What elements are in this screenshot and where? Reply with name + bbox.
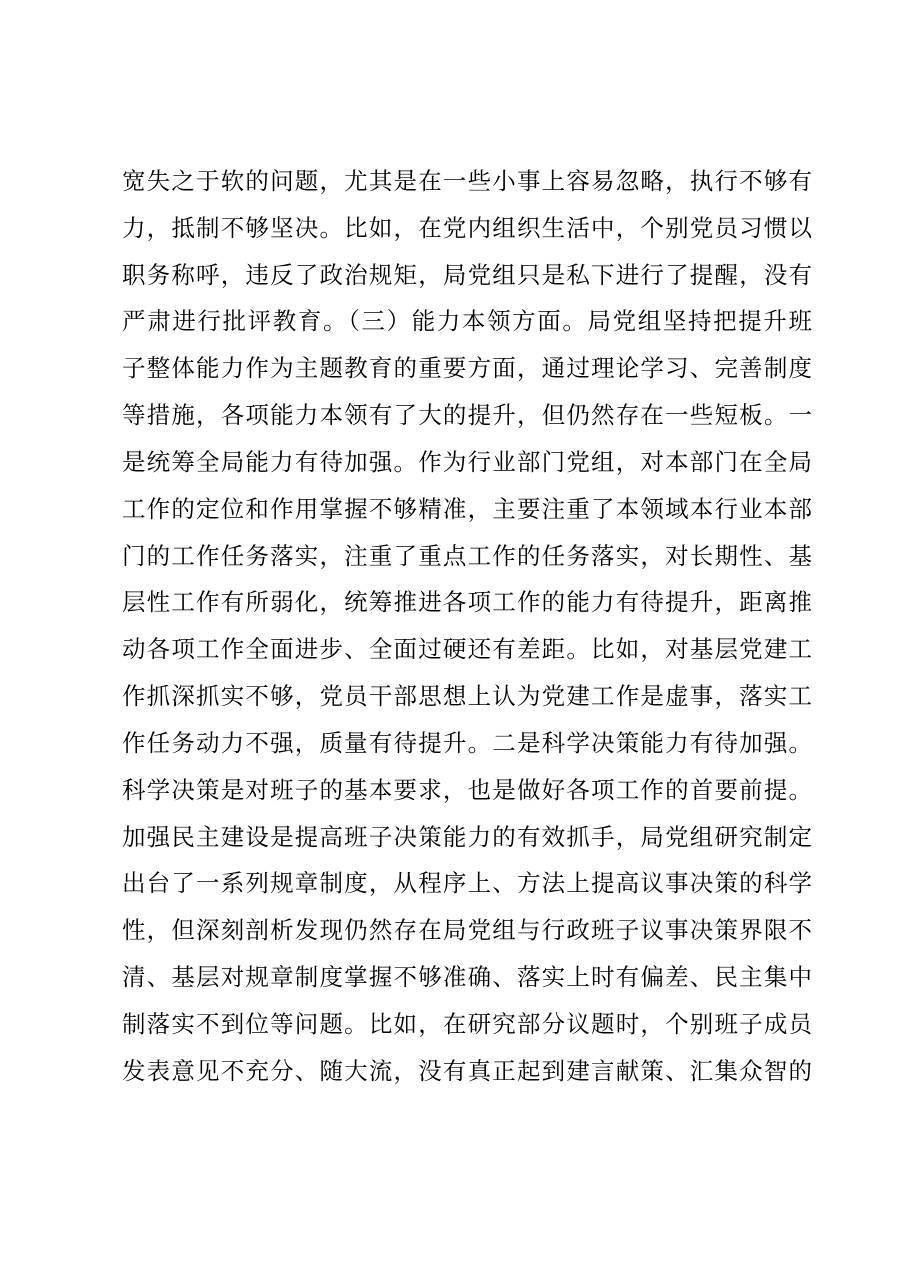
text-line: 职务称呼，违反了政治规矩，局党组只是私下进行了提醒，没有 xyxy=(122,260,812,289)
text-line: 力，抵制不够坚决。比如，在党内组织生活中，个别党员习惯以 xyxy=(122,213,812,242)
text-line: 清、基层对规章制度掌握不够准确、落实上时有偏差、民主集中 xyxy=(122,963,812,992)
text-line: 子整体能力作为主题教育的重要方面，通过理论学习、完善制度 xyxy=(122,354,812,383)
text-line: 动各项工作全面进步、全面过硬还有差距。比如，对基层党建工 xyxy=(122,635,812,664)
text-line: 制落实不到位等问题。比如，在研究部分议题时，个别班子成员 xyxy=(122,1009,812,1038)
text-line: 发表意见不充分、随大流，没有真正起到建言献策、汇集众智的 xyxy=(122,1056,812,1085)
body-text xyxy=(122,158,812,1095)
text-line: 作抓深抓实不够，党员干部思想上认为党建工作是虚事，落实工 xyxy=(122,682,812,711)
text-line: 加强民主建设是提高班子决策能力的有效抓手，局党组研究制定 xyxy=(122,822,812,851)
text-line: 严肃进行批评教育。（三）能力本领方面。局党组坚持把提升班 xyxy=(122,307,812,336)
text-line: 科学决策是对班子的基本要求，也是做好各项工作的首要前提。 xyxy=(122,775,812,804)
text-line: 出台了一系列规章制度，从程序上、方法上提高议事决策的科学 xyxy=(122,869,812,898)
text-line: 层性工作有所弱化，统筹推进各项工作的能力有待提升，距离推 xyxy=(122,588,812,617)
text-line: 是统筹全局能力有待加强。作为行业部门党组，对本部门在全局 xyxy=(122,447,812,476)
text-line: 等措施，各项能力本领有了大的提升，但仍然存在一些短板。一 xyxy=(122,401,812,430)
text-line: 门的工作任务落实，注重了重点工作的任务落实，对长期性、基 xyxy=(122,541,812,570)
text-line: 作任务动力不强，质量有待提升。二是科学决策能力有待加强。 xyxy=(122,728,812,757)
text-line: 工作的定位和作用掌握不够精准，主要注重了本领域本行业本部 xyxy=(122,494,812,523)
text-line: 性，但深刻剖析发现仍然存在局党组与行政班子议事决策界限不 xyxy=(122,916,812,945)
text-line: 宽失之于软的问题，尤其是在一些小事上容易忽略，执行不够有 xyxy=(122,167,812,195)
